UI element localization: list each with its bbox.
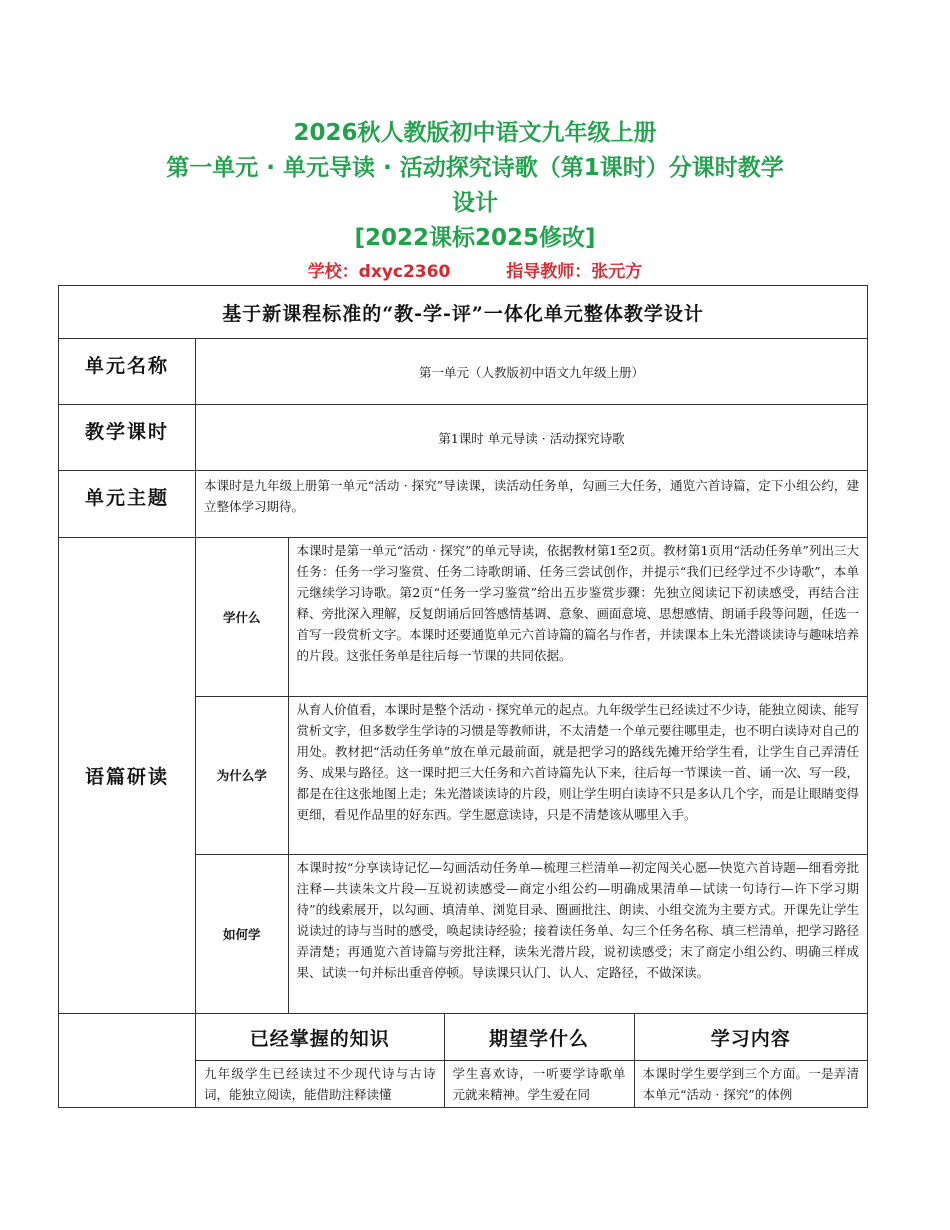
knowledge-section — [196, 1014, 868, 1108]
title-line-2: 第一单元 · 单元导读 · 活动探究诗歌（第1课时）分课时教学 — [166, 155, 784, 181]
lesson-design-table — [58, 285, 868, 1108]
reading-subtable — [196, 538, 867, 1013]
reading-row-label: 学什么 — [196, 538, 288, 696]
reading-row — [196, 696, 867, 854]
expect-cell — [444, 1061, 634, 1108]
reading-row — [196, 538, 867, 696]
lesson-value: 第1课时 单元导读 · 活动探究诗歌 — [196, 405, 868, 471]
reading-row-text: 本课时是第一单元“活动 · 探究”的单元导读，依据教材第1至2页。教材第1页用“活动任务单”列出三大任务：任务一学习鉴赏、任务二诗歌朗诵、任务三尝试创作，并提示“我们已经学过不少诗歌”，本单元继续学习诗歌。第2页“任务一学习鉴赏”给出五步鉴赏步骤：先独立阅读记下初读感受，再结合注释、旁批深入理解，反复朗诵后回答感情基调、意象、画面意境、思想感情、朗诵手段等问题，任选一首写一段赏析文字。本课时还要通览单元六首诗篇的篇名与作者，并读课本上朱光潜谈读诗与趣味培养的片段。这张任务单是往后每一节课的共同依据。 — [288, 538, 867, 696]
reading-section — [196, 538, 868, 1014]
column-header-content: 学习内容 — [634, 1014, 867, 1061]
reading-row — [196, 854, 867, 1013]
school-label: 学校：dxyc2360 — [307, 262, 451, 282]
reading-row-text: 从育人价值看，本课时是整个活动 · 探究单元的起点。九年级学生已经读过不少诗，能独立阅读、能写赏析文字，但多数学生学诗的习惯是等教师讲，不太清楚一个单元要往哪里走，也不明白读诗对自己的用处。教材把“活动任务单”放在单元最前面，就是把学习的路线先摊开给学生看，让学生自己弄清任务、成果与路径。这一课时把三大任务和六首诗篇先认下来，往后每一节课读一首、诵一次、写一段，都是在往这张地图上走；朱光潜谈读诗的片段，则让学生明白读诗不只是多认几个字，而是让眼睛变得更细，看见作品里的好东西。学生愿意读诗，只是不清楚该从哪里入手。 — [288, 696, 867, 854]
theme-value: 本课时是九年级上册第一单元“活动 · 探究”导读课，读活动任务单，勾画三大任务，通览六首诗篇，定下小组公约，建立整体学习期待。 — [196, 471, 868, 538]
teacher-label: 指导教师：张元方 — [506, 262, 643, 282]
reading-row-label: 如何学 — [222, 926, 261, 942]
column-header-expect: 期望学什么 — [444, 1014, 634, 1061]
title-line-3: 设计 — [452, 190, 498, 216]
known-text: 九年级学生已经读过不少现代诗与古诗词，能独立阅读，能借助注释读懂 — [204, 1066, 436, 1102]
unit-name-value: 第一单元（人教版初中语文九年级上册） — [196, 339, 868, 405]
content-cell — [634, 1061, 867, 1108]
known-cell — [196, 1061, 444, 1108]
blank-label-cell — [59, 1014, 196, 1108]
content-text: 本课时学生要学到三个方面。一是弄清本单元“活动 · 探究”的体例 — [642, 1066, 860, 1102]
knowledge-subtable — [196, 1014, 867, 1107]
title-line-4: [2022课标2025修改] — [354, 225, 596, 251]
reading-label: 语篇研读 — [59, 538, 196, 1014]
reading-row-label: 为什么学 — [196, 696, 288, 854]
expect-text: 学生喜欢诗，一听要学诗歌单元就来精神。学生爱在同 — [452, 1066, 626, 1102]
reading-row-text: 本课时按“分享读诗记忆—勾画活动任务单—梳理三栏清单—初定闯关心愿—快览六首诗题—细看旁批注释—共读朱文片段—互说初读感受—商定小组公约—明确成果清单—试读一句诗行—许下学习期待”的线索展开，以勾画、填清单、浏览目录、圈画批注、朗读、小组交流为主要方式。开课先让学生说读过的诗与当时的感受，唤起读诗经验；接着读任务单、勾三个任务名称、填三栏清单，把学习路径弄清楚；再通览六首诗篇与旁批注释，读朱光潜片段，说初读感受；末了商定小组公约、明确三样成果、试读一句并标出重音停顿。导读课只认门、认人、定路径，不做深读。 — [288, 854, 867, 1013]
title-line-1: 2026秋人教版初中语文九年级上册 — [293, 120, 657, 146]
theme-label: 单元主题 — [59, 471, 196, 538]
table-header: 基于新课程标准的“教-学-评”一体化单元整体教学设计 — [59, 286, 868, 339]
lesson-label: 教学课时 — [59, 405, 196, 471]
document-title — [0, 116, 950, 286]
column-header-known: 已经掌握的知识 — [196, 1014, 444, 1061]
author-line — [0, 258, 950, 286]
unit-name-label: 单元名称 — [59, 339, 196, 405]
